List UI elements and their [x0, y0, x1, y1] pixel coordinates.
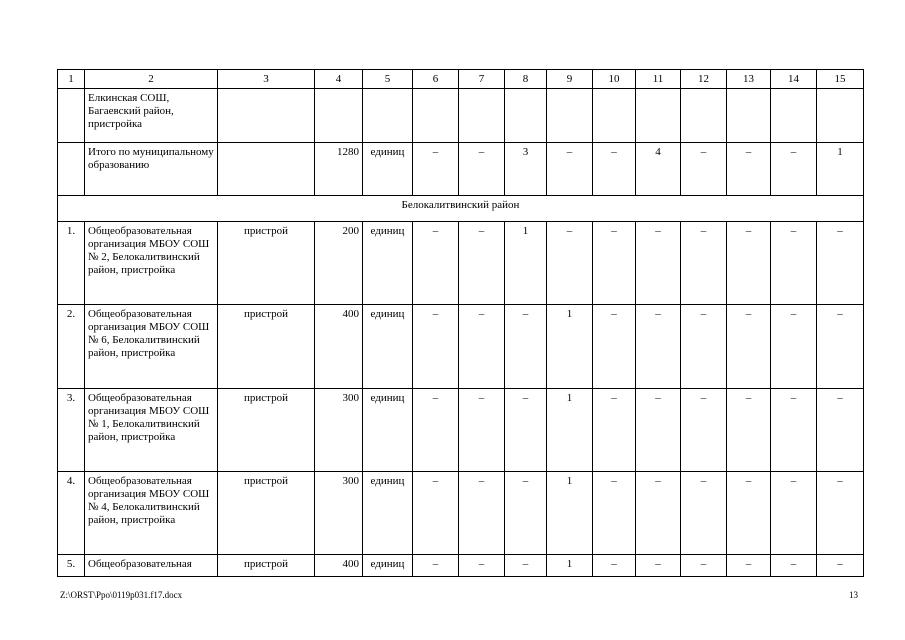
object-name-cell: Общеобразовательная организация МБОУ СОШ № 6, Белокалитвинский район, пристройка: [85, 305, 218, 389]
capacity-cell: 400: [315, 555, 363, 577]
table-row: [58, 305, 864, 389]
document-table: [57, 69, 864, 577]
table-cell: –: [505, 389, 547, 472]
table-cell: –: [593, 389, 636, 472]
header-cell: 11: [636, 70, 681, 89]
unit-cell: единиц: [363, 472, 413, 555]
object-name-cell: Общеобразовательная организация МБОУ СОШ № 1, Белокалитвинский район, пристройка: [85, 389, 218, 472]
table-cell: –: [593, 472, 636, 555]
table-cell: –: [636, 555, 681, 577]
table-cell: –: [771, 305, 817, 389]
table-cell: –: [413, 305, 459, 389]
table-cell: –: [681, 555, 727, 577]
table-cell: –: [547, 222, 593, 305]
table-cell: –: [459, 472, 505, 555]
unit-cell: [363, 89, 413, 143]
header-cell: 8: [505, 70, 547, 89]
table-cell: –: [459, 143, 505, 196]
footer-page-number: 13: [849, 590, 858, 600]
table-cell: –: [817, 305, 864, 389]
table-cell: –: [505, 472, 547, 555]
table-cell: –: [413, 472, 459, 555]
table-cell: –: [413, 555, 459, 577]
table-cell: –: [771, 555, 817, 577]
table-cell: –: [727, 555, 771, 577]
table-cell: –: [413, 222, 459, 305]
table-row: [58, 222, 864, 305]
table-row: [58, 472, 864, 555]
row-number-cell: 5.: [58, 555, 85, 577]
table-cell: 1: [547, 472, 593, 555]
table-cell: –: [459, 389, 505, 472]
row-number-cell: 1.: [58, 222, 85, 305]
type-cell: пристрой: [218, 389, 315, 472]
table-cell: [817, 89, 864, 143]
table-cell: [459, 89, 505, 143]
table-cell: [413, 89, 459, 143]
table-cell: –: [817, 555, 864, 577]
table-cell: [636, 89, 681, 143]
table-cell: –: [459, 555, 505, 577]
table-cell: –: [771, 472, 817, 555]
header-cell: 7: [459, 70, 505, 89]
table-cell: [505, 89, 547, 143]
table-row: [58, 555, 864, 577]
capacity-cell: 400: [315, 305, 363, 389]
capacity-cell: 300: [315, 472, 363, 555]
table-cell: –: [681, 143, 727, 196]
object-name-cell: Общеобразовательная организация МБОУ СОШ № 2, Белокалитвинский район, пристройка: [85, 222, 218, 305]
header-cell: 2: [85, 70, 218, 89]
region-header-row: [58, 196, 864, 222]
table-cell: –: [547, 143, 593, 196]
table-cell: –: [817, 222, 864, 305]
type-cell: пристрой: [218, 222, 315, 305]
type-cell: пристрой: [218, 305, 315, 389]
table-cell: –: [636, 389, 681, 472]
header-cell: 4: [315, 70, 363, 89]
unit-cell: единиц: [363, 555, 413, 577]
table-cell: –: [727, 472, 771, 555]
table-cell: 1: [547, 555, 593, 577]
header-cell: 12: [681, 70, 727, 89]
row-number-cell: [58, 89, 85, 143]
row-number-cell: [58, 143, 85, 196]
table-cell: –: [593, 555, 636, 577]
object-name-cell: Елкинская СОШ, Багаевский район, пристройка: [85, 89, 218, 143]
header-cell: 1: [58, 70, 85, 89]
table-cell: –: [636, 222, 681, 305]
unit-cell: единиц: [363, 143, 413, 196]
object-name-cell: Общеобразовательная организация МБОУ СОШ № 4, Белокалитвинский район, пристройка: [85, 472, 218, 555]
table-cell: –: [636, 472, 681, 555]
table-cell: –: [505, 555, 547, 577]
table-cell: –: [771, 389, 817, 472]
table-cell: [593, 89, 636, 143]
header-cell: 9: [547, 70, 593, 89]
region-name: Белокалитвинский район: [58, 196, 864, 222]
object-name-cell: Общеобразовательная: [85, 555, 218, 577]
table-cell: –: [593, 222, 636, 305]
table-cell: [547, 89, 593, 143]
table-cell: [218, 143, 315, 196]
table-cell: –: [636, 305, 681, 389]
unit-cell: единиц: [363, 389, 413, 472]
table-cell: –: [727, 389, 771, 472]
table-cell: –: [459, 305, 505, 389]
unit-cell: единиц: [363, 305, 413, 389]
table-cell: 1: [547, 389, 593, 472]
total-row: [58, 143, 864, 196]
table-cell: –: [593, 305, 636, 389]
type-cell: пристрой: [218, 555, 315, 577]
header-cell: 3: [218, 70, 315, 89]
header-row: [58, 70, 864, 89]
table-cell: [218, 89, 315, 143]
table-cell: –: [459, 222, 505, 305]
table-cell: –: [817, 472, 864, 555]
header-cell: 15: [817, 70, 864, 89]
table-cell: 1: [505, 222, 547, 305]
header-cell: 13: [727, 70, 771, 89]
table-cell: –: [771, 222, 817, 305]
capacity-cell: 300: [315, 389, 363, 472]
table-cell: –: [413, 143, 459, 196]
object-name-cell: Итого по муниципальному образованию: [85, 143, 218, 196]
table-cell: 1: [817, 143, 864, 196]
table-cell: –: [681, 472, 727, 555]
unit-cell: единиц: [363, 222, 413, 305]
capacity-cell: [315, 89, 363, 143]
table-cell: –: [505, 305, 547, 389]
capacity-cell: 200: [315, 222, 363, 305]
header-cell: 10: [593, 70, 636, 89]
table-cell: [727, 89, 771, 143]
table-cell: –: [681, 389, 727, 472]
row-number-cell: 4.: [58, 472, 85, 555]
table-cell: –: [681, 305, 727, 389]
capacity-cell: 1280: [315, 143, 363, 196]
table-cell: 1: [547, 305, 593, 389]
table-cell: [771, 89, 817, 143]
table-cell: –: [727, 305, 771, 389]
table-cell: 3: [505, 143, 547, 196]
row-number-cell: 2.: [58, 305, 85, 389]
table-cell: –: [593, 143, 636, 196]
table-cell: –: [681, 222, 727, 305]
table-cell: –: [771, 143, 817, 196]
table-row: [58, 389, 864, 472]
row-number-cell: 3.: [58, 389, 85, 472]
table-cell: –: [727, 143, 771, 196]
table-cell: –: [817, 389, 864, 472]
table-cell: –: [727, 222, 771, 305]
footer-file-path: Z:\ORST\Ppo\0119p031.f17.docx: [60, 590, 183, 600]
header-cell: 14: [771, 70, 817, 89]
table-cell: 4: [636, 143, 681, 196]
header-cell: 6: [413, 70, 459, 89]
header-cell: 5: [363, 70, 413, 89]
table-cell: –: [413, 389, 459, 472]
table-row: [58, 89, 864, 143]
table-cell: [681, 89, 727, 143]
type-cell: пристрой: [218, 472, 315, 555]
